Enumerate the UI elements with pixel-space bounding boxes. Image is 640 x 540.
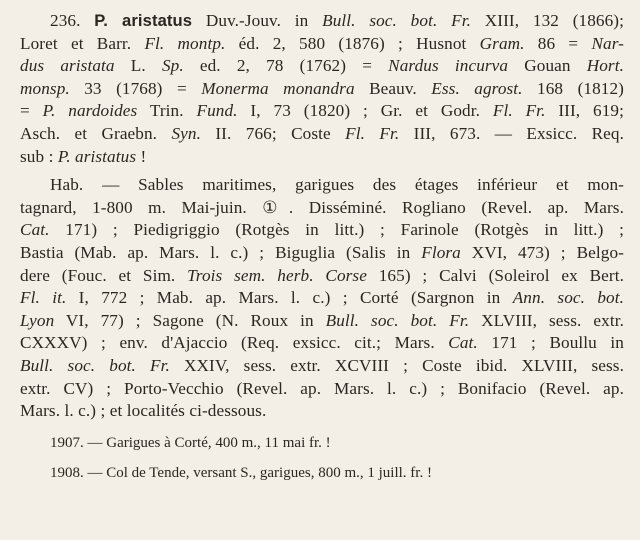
text-span: Loret et Barr. <box>20 33 145 53</box>
citation-title: Cat. <box>20 220 50 240</box>
citation-title: Gram. <box>479 33 525 53</box>
text-span: III, 673. — Exsicc. Req. <box>399 123 625 143</box>
habitat-line-3 <box>20 219 624 242</box>
citation-title: Ess. agrost. <box>431 78 523 98</box>
text-span: 171) ; Piedigriggio (Rotgès in litt.) ; Farinole (Rotgès in litt.) ; <box>49 220 624 240</box>
text-span: VI, 77) ; Sagone (N. Roux in <box>54 310 326 330</box>
text-span: 168 (1812) <box>522 78 625 98</box>
habitat-line-4 <box>20 242 624 265</box>
citation-title: Bull. soc. bot. Fr. <box>20 355 170 375</box>
entry-line-4 <box>20 78 624 101</box>
entry-line-2 <box>20 33 624 56</box>
text-span: XLVIII, sess. extr. <box>469 310 624 330</box>
citation-title: monsp. <box>20 78 70 98</box>
species-name: P. aristatus <box>94 11 193 30</box>
observation-item: 1908. — Col de Tende, versant S., garigues, 800 m., 1 juill. fr. ! <box>50 464 432 481</box>
entry-line-6 <box>20 123 624 146</box>
citation-title: Fl. Fr. <box>345 123 400 143</box>
text-span: XVI, 473) ; Belgo- <box>460 242 624 262</box>
synonym-name: Nardus incurva <box>388 56 509 76</box>
observation-gap <box>50 454 624 462</box>
observations-list <box>20 432 624 484</box>
text-span: Duv.-Jouv. in <box>192 11 323 30</box>
text-span: III, 619; <box>545 101 624 121</box>
citation-title: Flora <box>421 242 461 262</box>
text-span: Hab. — Sables maritimes, garigues des étages inférieur et mon- <box>50 175 624 195</box>
text-span: CXXXV) ; env. d'Ajaccio (Req. exsicc. cit.; Mars. <box>20 333 449 353</box>
text-span: 171 ; Boullu in <box>477 333 624 353</box>
habitat-line-7 <box>20 310 624 333</box>
text-span: 86 = <box>524 33 592 53</box>
citation-title: Sp. <box>161 56 184 76</box>
text-span: dere (Fouc. et Sim. <box>20 265 188 285</box>
habitat-line-8 <box>20 332 624 355</box>
text-span: XXIV, sess. extr. XCVIII ; Coste ibid. XLVIII, sess. <box>169 355 624 375</box>
habitat-line-11 <box>20 400 624 423</box>
citation-title: Bull. soc. bot. Fr. <box>322 11 471 30</box>
text-span: Mars. l. c.) ; et localités ci-dessous. <box>20 401 267 421</box>
text-span: 33 (1768) = <box>69 78 202 98</box>
text-span: Bastia (Mab. ap. Mars. l. c.) ; Biguglia (Salis in <box>20 242 422 262</box>
text-span: extr. CV) ; Porto-Vecchio (Revel. ap. Mars. l. c.) ; Bonifacio (Revel. ap. <box>20 378 624 398</box>
habitat-line-9 <box>20 355 624 378</box>
text-span: L. <box>114 56 162 76</box>
synonym-name: P. aristatus <box>57 146 137 166</box>
entry-line-7 <box>20 146 624 169</box>
text-span: ed. 2, 78 (1762) = <box>183 56 389 76</box>
habitat-line-1 <box>20 174 624 197</box>
text-span: 165) ; Calvi (Soleirol ex Bert. <box>366 265 625 285</box>
citation-title: Fl. Fr. <box>492 101 546 121</box>
text-span: éd. 2, 580 (1876) ; Husnot <box>225 33 480 53</box>
text-span: XIII, 132 (1866); <box>470 11 625 30</box>
text-span: I, 772 ; Mab. ap. Mars. l. c.) ; Corté (Sargnon in <box>66 288 513 308</box>
text-span: II. 766; Coste <box>200 123 346 143</box>
text-span: sub : <box>20 146 58 166</box>
habitat-line-10 <box>20 378 624 401</box>
citation-title: Hort. <box>586 56 624 76</box>
text-span: = <box>20 101 43 121</box>
habitat-paragraph <box>20 174 624 423</box>
text-span: Beauv. <box>354 78 432 98</box>
citation-title: Syn. <box>171 123 201 143</box>
citation-title: Lyon <box>20 310 55 330</box>
citation-title: Bull. soc. bot. Fr. <box>325 310 470 330</box>
synonym-name: dus aristata <box>20 56 115 76</box>
citation-title: Cat. <box>448 333 478 353</box>
citation-title: Trois sem. herb. Corse <box>187 265 367 285</box>
citation-title: Fl. montp. <box>144 33 226 53</box>
citation-title: Fund. <box>196 101 238 121</box>
entry-number: 236. <box>50 11 95 30</box>
habitat-line-6 <box>20 287 624 310</box>
habitat-line-5 <box>20 265 624 288</box>
observation-item: 1907. — Garigues à Corté, 400 m., 11 mai fr. ! <box>50 434 331 451</box>
text-span: Asch. et Graebn. <box>20 123 172 143</box>
synonym-name: Nar- <box>591 33 624 53</box>
citation-title: Ann. soc. bot. <box>512 288 624 308</box>
text-span: Trin. <box>137 101 197 121</box>
entry-line-5 <box>20 100 624 123</box>
entry-line-3 <box>20 55 624 78</box>
species-entry <box>20 10 624 168</box>
habitat-line-2 <box>20 197 624 220</box>
text-span: Gouan <box>508 56 587 76</box>
entry-line-1 <box>20 10 624 33</box>
synonym-name: P. nardoides <box>42 101 138 121</box>
synonym-name: Monerma monandra <box>201 78 355 98</box>
citation-title: Fl. it. <box>20 288 67 308</box>
text-span: ! <box>136 146 147 166</box>
text-span: tagnard, 1-800 m. Mai-juin. ①. Disséminé. Rogliano (Revel. ap. Mars. <box>20 197 624 217</box>
text-span: I, 73 (1820) ; Gr. et Godr. <box>237 101 493 121</box>
